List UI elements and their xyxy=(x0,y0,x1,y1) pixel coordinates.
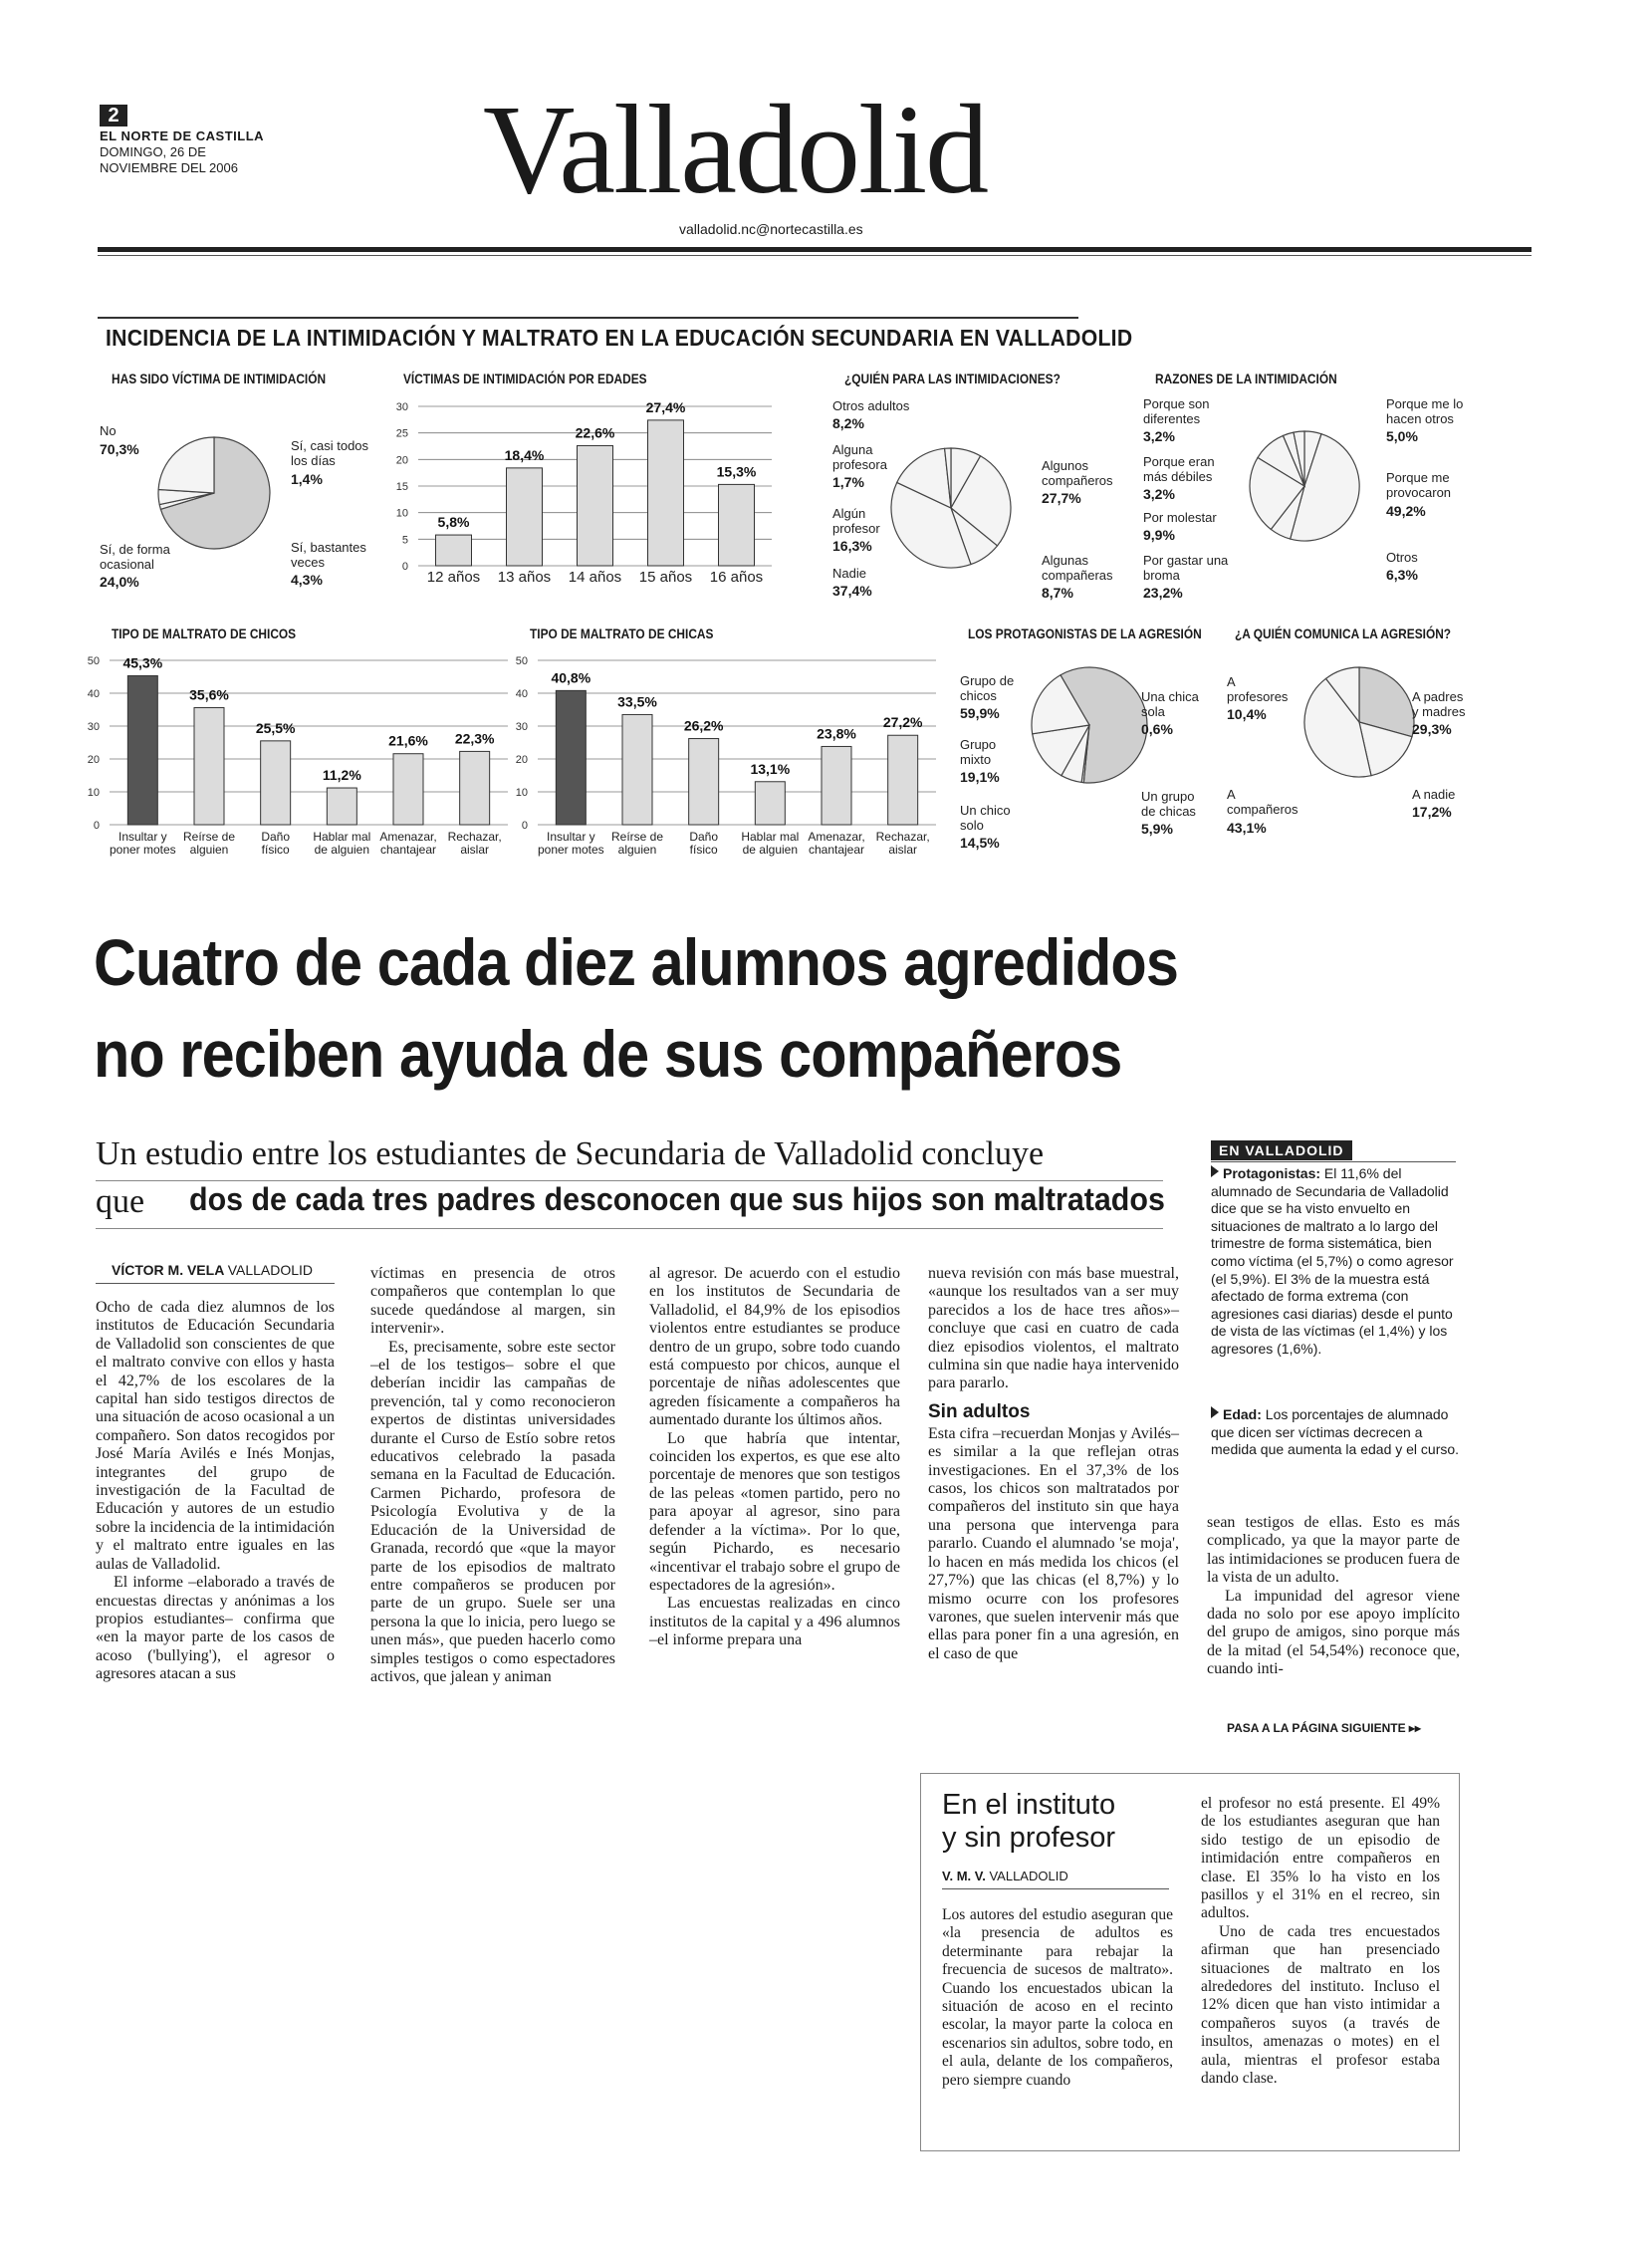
bar-value-label: 23,8% xyxy=(817,725,856,742)
pie-value: 3,2% xyxy=(1143,428,1175,444)
headline-line-1: Cuatro de cada diez alumnos agredidos xyxy=(94,925,1178,999)
infographic-rule xyxy=(98,317,1078,319)
subheadline-line-2-start: que xyxy=(96,1183,145,1220)
sidebar-rule xyxy=(1211,1161,1456,1162)
article-paragraph: nueva revisión con más base muestral, «aunque los resultados van a ser muy parecidos a los de hace tres años»– concluye que casi en cuatro de cada diez episodios violentos, el maltrato culmina sin que nadie haya intervenido para pararlo. xyxy=(928,1265,1179,1392)
bar xyxy=(556,690,586,825)
bar xyxy=(393,754,423,825)
pie-value: 24,0% xyxy=(100,574,139,590)
pie-value: 6,3% xyxy=(1386,567,1418,583)
pie-value: 1,7% xyxy=(832,474,864,490)
pie-label: Grupo xyxy=(960,737,997,752)
y-tick-label: 25 xyxy=(395,427,408,440)
pie-value: 43,1% xyxy=(1227,820,1267,836)
box-author: V. M. V. xyxy=(942,1869,986,1883)
bar-chart-edades xyxy=(388,396,787,606)
box-byline xyxy=(942,1869,1068,1883)
pie-value: 8,7% xyxy=(1042,585,1073,601)
pie-label: A padres xyxy=(1412,689,1464,704)
y-tick-label: 30 xyxy=(87,721,100,733)
bar-chart-chicos xyxy=(70,647,508,876)
sidebar-item-edad xyxy=(1211,1406,1460,1459)
x-tick-label: Reírse de xyxy=(182,830,236,844)
x-tick-label: físico xyxy=(689,843,718,857)
x-tick-label: Insultar y xyxy=(118,830,167,844)
bar xyxy=(327,788,356,825)
section-email: valladolid.nc@nortecastilla.es xyxy=(679,221,863,237)
x-tick-label: aislar xyxy=(460,843,490,857)
article-column-4 xyxy=(928,1265,1179,1663)
bar xyxy=(460,751,490,825)
y-tick-label: 0 xyxy=(521,820,528,832)
masthead-rule xyxy=(98,247,1532,252)
article-column-5 xyxy=(1207,1514,1460,1679)
article-subhead: Sin adultos xyxy=(928,1400,1031,1422)
bar-chart-chicas xyxy=(498,647,936,876)
pie-slice xyxy=(158,437,214,493)
bar-value-label: 45,3% xyxy=(122,654,163,671)
bar xyxy=(822,746,851,825)
bar xyxy=(622,714,652,825)
x-tick-label: aislar xyxy=(888,843,918,857)
bar-value-label: 15,3% xyxy=(716,463,757,480)
pie-label: Un grupo xyxy=(1141,789,1195,804)
page-number: 2 xyxy=(100,105,127,126)
pie-value: 14,5% xyxy=(960,835,1000,851)
pie-value: 17,2% xyxy=(1412,804,1452,820)
pie-label: Sí, bastantes xyxy=(291,540,366,555)
bar-value-label: 33,5% xyxy=(617,693,657,710)
pie-label: Porque me xyxy=(1386,470,1450,485)
newspaper-name: EL NORTE DE CASTILLA xyxy=(100,128,265,143)
pie-chart-protagonistas xyxy=(1022,657,1157,793)
bar-value-label: 26,2% xyxy=(683,717,724,734)
pie-label: mixto xyxy=(960,752,992,767)
pie-label: Algunas xyxy=(1042,553,1088,568)
byline-author: VÍCTOR M. VELA xyxy=(112,1262,224,1278)
pie-value: 10,4% xyxy=(1227,706,1267,722)
bar xyxy=(507,468,543,566)
bar xyxy=(578,445,613,566)
subheadline-line-1: Un estudio entre los estudiantes de Secundaria de Valladolid concluye xyxy=(96,1135,1045,1172)
pie-label: Por gastar una xyxy=(1143,553,1229,568)
chart-title: HAS SIDO VÍCTIMA DE INTIMIDACIÓN xyxy=(112,371,327,386)
pie-value: 70,3% xyxy=(100,441,139,457)
pie-label: solo xyxy=(960,818,984,833)
pie-value: 3,2% xyxy=(1143,486,1175,502)
y-tick-label: 40 xyxy=(515,688,528,700)
pie-label: compañeras xyxy=(1042,568,1113,583)
pie-label: Por molestar xyxy=(1143,510,1217,525)
bar-value-label: 11,2% xyxy=(322,767,361,784)
box-paragraph: el profesor no está presente. El 49% de los estudiantes aseguran que han sido testigo de un episodio de intimidación entre compañeros en clase. El 35% lo ha visto en los pasillos y el 31% en el recreo, sin adultos. xyxy=(1201,1795,1440,1922)
pie-label: diferentes xyxy=(1143,411,1201,426)
pie-value: 5,9% xyxy=(1141,821,1173,837)
masthead-rule-thin xyxy=(98,255,1532,256)
y-tick-label: 0 xyxy=(401,561,408,573)
bar xyxy=(436,535,472,566)
article-paragraph: víctimas en presencia de otros compañeros que contemplan lo que sucede quedándose al margen, sin intervenir». xyxy=(370,1265,615,1338)
x-tick-label: 13 años xyxy=(497,569,552,586)
box-column-2 xyxy=(1201,1795,1440,2089)
article-paragraph: Esta cifra –recuerdan Monjas y Avilés– es similar a la que reflejan otras investigaciones. En el 37,3% de los casos, los chicos son maltratados por compañeros del instituto sin que haya una persona que intervenga para pararlo. Cuando el alumnado 'se moja', lo hacen en más medida los chicos (el 27,7%) que las chicas (el 8,7%) y lo mismo ocurre con los profesores varones, que suelen intervenir más que ellas para poner fin a una agresión, en el caso de que xyxy=(928,1424,1179,1662)
pie-value: 1,4% xyxy=(291,471,323,487)
article-paragraph: El informe –elaborado a través de encuestas directas y anónimas a los propios estudiantes– confirma que «en la mayor parte de los casos de acoso ('bullying'), el agresor o agresores atacan a sus xyxy=(96,1574,335,1683)
pie-label: Sí, casi todos xyxy=(291,438,369,453)
pie-chart-razones xyxy=(1235,416,1374,556)
bar-value-label: 35,6% xyxy=(189,686,229,703)
x-tick-label: Daño xyxy=(261,830,291,844)
box-paragraph: Los autores del estudio aseguran que «la presencia de adultos es determinante para rebajar la frecuencia de sucesos de maltrato». Cuando los encuestados ubican la situación de acoso en el recinto escolar, la mayor parte la coloca en escenarios sin adultos, sobre todo, en el aula, delante de los compañeros, pero siempre cuando xyxy=(942,1906,1173,2089)
x-tick-label: chantajear xyxy=(808,843,865,857)
x-tick-label: físico xyxy=(261,843,290,857)
sidebar-item-label: Protagonistas: xyxy=(1223,1165,1321,1181)
x-tick-label: 15 años xyxy=(638,569,693,586)
box-title xyxy=(942,1789,1115,1855)
pie-value: 29,3% xyxy=(1412,721,1452,737)
article-column-2 xyxy=(370,1265,615,1686)
x-tick-label: Amenazar, xyxy=(808,830,865,844)
triangle-bullet-icon xyxy=(1211,1406,1219,1418)
chart-title: TIPO DE MALTRATO DE CHICAS xyxy=(530,625,714,641)
y-tick-label: 20 xyxy=(515,754,528,766)
chart-title: TIPO DE MALTRATO DE CHICOS xyxy=(112,625,297,641)
article-paragraph: sean testigos de ellas. Esto es más complicado, ya que la mayor parte de las intimidaciones se producen fuera de la vista de un adulto. xyxy=(1207,1514,1460,1587)
y-tick-label: 40 xyxy=(87,688,100,700)
bar-value-label: 25,5% xyxy=(255,719,296,736)
x-tick-label: Hablar mal xyxy=(741,830,800,844)
bar xyxy=(719,484,755,566)
chart-title: ¿A QUIÉN COMUNICA LA AGRESIÓN? xyxy=(1235,625,1452,641)
pie-label: provocaron xyxy=(1386,485,1452,500)
pie-label: profesores xyxy=(1227,689,1289,704)
pie-label: más débiles xyxy=(1143,469,1213,484)
x-tick-label: 12 años xyxy=(426,569,481,586)
bar-value-label: 21,6% xyxy=(388,732,428,749)
article-paragraph: al agresor. De acuerdo con el estudio en los institutos de Secundaria de Valladolid, el 84,9% de los episodios violentos entre estudiantes se produce dentro de un grupo, sobre todo cuando está compuesto por chicos, aunque el porcentaje de niñas adolescentes que agreden físicamente a compañeros ha aumentado durante los últimos años. xyxy=(649,1265,900,1429)
bar-value-label: 40,8% xyxy=(551,669,591,686)
y-tick-label: 20 xyxy=(395,454,408,467)
pie-label: Otros adultos xyxy=(832,398,910,413)
pie-label: Algún xyxy=(832,506,866,521)
chart-title: ¿QUIÉN PARA LAS INTIMIDACIONES? xyxy=(844,371,1061,386)
bar xyxy=(648,420,684,566)
pie-label: veces xyxy=(291,555,325,570)
x-tick-label: 14 años xyxy=(568,569,622,586)
x-tick-label: Amenazar, xyxy=(379,830,437,844)
pie-chart-quien-para xyxy=(876,433,1026,583)
pie-label: los días xyxy=(291,453,336,468)
y-tick-label: 30 xyxy=(395,401,408,413)
pie-value: 49,2% xyxy=(1386,503,1426,519)
pie-label: profesora xyxy=(832,457,887,472)
pie-label: Grupo de xyxy=(960,673,1015,688)
pie-label: Un chico xyxy=(960,803,1011,818)
x-tick-label: chantajear xyxy=(379,843,437,857)
box-title-line-1: En el instituto xyxy=(942,1789,1116,1821)
bar xyxy=(127,676,157,825)
x-tick-label: poner motes xyxy=(537,843,604,857)
pie-label: Otros xyxy=(1386,550,1418,565)
x-tick-label: Daño xyxy=(689,830,719,844)
bar-value-label: 5,8% xyxy=(437,514,470,531)
y-tick-label: 50 xyxy=(87,655,100,667)
x-tick-label: Rechazar, xyxy=(875,830,930,844)
sidebar-tag: EN VALLADOLID xyxy=(1211,1140,1352,1160)
pie-value: 16,3% xyxy=(832,538,872,554)
pie-value: 59,9% xyxy=(960,705,1000,721)
pie-label: Una chica xyxy=(1141,689,1199,704)
pie-label: Alguna xyxy=(832,442,873,457)
bar-value-label: 18,4% xyxy=(504,446,545,463)
pie-value: 4,3% xyxy=(291,572,323,588)
pie-label: profesor xyxy=(832,521,880,536)
article-paragraph: La impunidad del agresor viene dada no solo por ese apoyo implícito del grupo de amigos, sino porque más de la mitad (el 54,54%) reconoce que, cuando inti- xyxy=(1207,1587,1460,1678)
pie-value: 27,7% xyxy=(1042,490,1081,506)
subheadline-line-2-bold: dos de cada tres padres desconocen que sus hijos son maltratados xyxy=(189,1181,1165,1217)
article-paragraph: Es, precisamente, sobre este sector –el de los testigos– sobre el que deberían incidir las campañas de prevención, tal y como reconocieron expertos de distintas universidades durante el Curso de Estío sobre retos educativos celebrado la pasada semana en la Facultad de Educación. Carmen Pichardo, profesora de Psicología Evolutiva y de la Educación de la Universidad de Granada, recordó que «que la mayor parte de los episodios de maltrato entre compañeros se producen por parte de un grupo. Suele ser una persona la que lo inicia, pero luego se unen más», que pueden hacerlo como simples testigos o como espectadores activos, que jalean y animan xyxy=(370,1338,615,1685)
headline-line-2: no reciben ayuda de sus compañeros xyxy=(94,1017,1122,1091)
sidebar-item-text: El 11,6% del alumnado de Secundaria de Valladolid dice que se ha visto envuelto en situaciones de maltrato a lo largo del trimestre de forma sistemática, bien como víctima (el 5,7%) o como agresor (el 5,9%). El 3% de la muestra está afectado de forma extrema (con agresiones casi diarias) desde el punto de vista de las víctimas (el 1,4%) y los agresores (1,6%). xyxy=(1211,1165,1454,1357)
pie-label: de chicas xyxy=(1141,804,1196,819)
pie-label: Porque me lo xyxy=(1386,396,1464,411)
bar-value-label: 27,4% xyxy=(645,398,686,415)
pie-value: 19,1% xyxy=(960,769,1000,785)
bar-value-label: 22,3% xyxy=(454,730,495,747)
y-tick-label: 10 xyxy=(515,787,528,799)
x-tick-label: poner motes xyxy=(109,843,176,857)
byline-place: VALLADOLID xyxy=(227,1262,314,1278)
bar xyxy=(261,741,291,825)
bar xyxy=(755,782,785,825)
byline-rule xyxy=(96,1283,335,1284)
section-title: Valladolid xyxy=(483,79,988,220)
x-tick-label: Hablar mal xyxy=(313,830,371,844)
pie-value: 9,9% xyxy=(1143,527,1175,543)
pie-label: chicos xyxy=(960,688,997,703)
pie-value: 23,2% xyxy=(1143,585,1183,601)
pie-label: sola xyxy=(1141,704,1165,719)
pie-label: compañeros xyxy=(1227,802,1298,817)
chart-title: VÍCTIMAS DE INTIMIDACIÓN POR EDADES xyxy=(403,371,647,386)
x-tick-label: alguien xyxy=(189,843,229,857)
pie-value: 37,4% xyxy=(832,583,872,599)
article-paragraph: Lo que habría que intentar, coinciden los expertos, es que ese alto porcentaje de menores que son testigos de las peleas «tomen partido, pero no para apoyar al agresor, sino para defender a la víctima». Por lo que, según Pichardo, es necesario «incentivar el trabajo sobre el grupo de espectadores de la agresión». xyxy=(649,1429,900,1594)
pie-label: hacen otros xyxy=(1386,411,1454,426)
y-tick-label: 20 xyxy=(87,754,100,766)
x-tick-label: Rechazar, xyxy=(447,830,502,844)
y-tick-label: 50 xyxy=(515,655,528,667)
pie-label: Algunos xyxy=(1042,458,1088,473)
box-column-1 xyxy=(942,1906,1173,2090)
y-tick-label: 5 xyxy=(401,534,408,547)
pie-label: A xyxy=(1227,674,1236,689)
pie-label: y madres xyxy=(1412,704,1466,719)
article-column-3 xyxy=(649,1265,900,1650)
article-paragraph: Ocho de cada diez alumnos de los institutos de Educación Secundaria de Valladolid son conscientes de que el maltrato convive con ellos y hasta el 42,7% de los escolares de la capital han sido testigos directos de una situación de acoso ocasional a un compañero. Son datos recogidos por José María Avilés e Inés Monjas, integrantes del grupo de investigación de la Facultad de Educación y autores de un estudio sobre la incidencia de la intimidación y el maltrato entre iguales en las aulas de Valladolid. xyxy=(96,1299,335,1573)
infographic-title: INCIDENCIA DE LA INTIMIDACIÓN Y MALTRATO EN LA EDUCACIÓN SECUNDARIA EN VALLADOLID xyxy=(106,325,1133,351)
pie-label: compañeros xyxy=(1042,473,1113,488)
subheadline-rule-bottom xyxy=(96,1228,1163,1229)
bar-value-label: 27,2% xyxy=(882,714,923,731)
chart-title: LOS PROTAGONISTAS DE LA AGRESIÓN xyxy=(968,625,1202,641)
date-line-1: DOMINGO, 26 DE xyxy=(100,144,206,159)
pie-label: Porque eran xyxy=(1143,454,1215,469)
bar xyxy=(888,735,918,825)
pie-label: No xyxy=(100,423,117,438)
sidebar-item-label: Edad: xyxy=(1223,1406,1262,1422)
pie-value: 0,6% xyxy=(1141,721,1173,737)
pie-label: Nadie xyxy=(832,566,866,581)
sidebar-item-protagonistas xyxy=(1211,1165,1460,1359)
bar-value-label: 13,1% xyxy=(750,760,791,777)
x-tick-label: Insultar y xyxy=(546,830,595,844)
pie-value: 5,0% xyxy=(1386,428,1418,444)
continued-link[interactable]: PASA A LA PÁGINA SIGUIENTE ▸▸ xyxy=(1227,1721,1421,1735)
pie-label: Sí, de forma xyxy=(100,542,170,557)
chart-title: RAZONES DE LA INTIMIDACIÓN xyxy=(1155,371,1337,386)
triangle-bullet-icon xyxy=(1211,1165,1219,1177)
y-tick-label: 0 xyxy=(93,820,100,832)
x-tick-label: de alguien xyxy=(314,843,370,857)
y-tick-label: 15 xyxy=(395,481,408,493)
x-tick-label: 16 años xyxy=(709,569,764,586)
x-tick-label: de alguien xyxy=(742,843,799,857)
pie-chart-comunica xyxy=(1295,657,1424,787)
box-place: VALLADOLID xyxy=(989,1869,1068,1883)
pie-label: ocasional xyxy=(100,557,154,572)
byline xyxy=(112,1262,313,1278)
x-tick-label: alguien xyxy=(617,843,657,857)
y-tick-label: 30 xyxy=(515,721,528,733)
bar xyxy=(689,739,719,825)
bar xyxy=(194,708,224,825)
pie-label: broma xyxy=(1143,568,1180,583)
pie-label: A nadie xyxy=(1412,787,1456,802)
y-tick-label: 10 xyxy=(87,787,100,799)
date-line-2: NOVIEMBRE DEL 2006 xyxy=(100,160,238,175)
sidebar-item-text: Los porcentajes de alumnado que dicen ser víctimas decrecen a medida que aumenta la edad y el curso. xyxy=(1211,1406,1460,1458)
pie-label: A xyxy=(1227,787,1236,802)
box-paragraph: Uno de cada tres encuestados afirman que han presenciado situaciones de maltrato en los alrededores del instituto. Incluso el 12% dicen que han visto intimidar a compañeros suyos (a través de insultos, amenazas o motes) en el aula, mientras el profesor estaba dando clase. xyxy=(1201,1922,1440,2088)
bar-value-label: 22,6% xyxy=(575,424,615,441)
y-tick-label: 10 xyxy=(395,507,408,520)
box-title-line-2: y sin profesor xyxy=(942,1822,1116,1854)
pie-value: 8,2% xyxy=(832,415,864,431)
x-tick-label: Reírse de xyxy=(610,830,664,844)
article-paragraph: Las encuestas realizadas en cinco institutos de la capital y a 496 alumnos –el informe prepara una xyxy=(649,1595,900,1649)
box-byline-rule xyxy=(942,1888,1169,1889)
article-column-1 xyxy=(96,1299,335,1684)
pie-label: Porque son xyxy=(1143,396,1210,411)
